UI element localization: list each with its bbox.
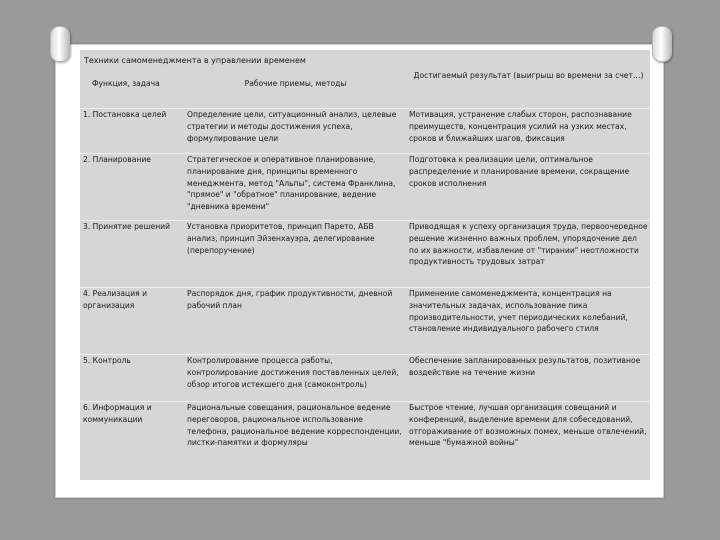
time-management-table (80, 68, 650, 462)
binder-pin-left-icon (50, 26, 70, 62)
table-row (80, 288, 650, 355)
slide-content (80, 50, 650, 480)
cell-function: 6. Информация и коммуникации (83, 403, 152, 424)
cell-methods: Распорядок дня, график продуктивности, дневной рабочий план (184, 288, 406, 355)
cell-function: 1. Постановка целей (80, 109, 184, 154)
header-methods: Рабочие приемы, методы (184, 68, 406, 109)
table-row (80, 109, 650, 154)
cell-function: 5. Контроль (80, 355, 184, 402)
table-row (80, 402, 650, 463)
cell-function: 4. Реализация и организация (80, 288, 184, 355)
header-result: Достигаемый результат (выигрыш во времени за счет…) (406, 68, 650, 109)
table-title: Техники самоменеджмента в управлении временем (84, 56, 306, 65)
cell-result: Быстрое чтение, лучшая организация совещаний и конференций, выделение времени для собеседований, отгораживание от возможных помех, меньше отвлечений, меньше "бумажной войны" (409, 403, 647, 448)
cell-result: Мотивация, устранение слабых сторон, распознавание преимуществ, концентрация усилий на узких местах, сроков и ближайших шагов, фиксация (406, 109, 650, 154)
binder-pin-right-icon (652, 26, 672, 62)
cell-function: 2. Планирование (80, 154, 184, 221)
cell-result: Приводящая к успеху организация труда, первоочередное решение жизненно важных проблем, упорядочение дел по их важности, избавление от "тирании" неотложности продуктивность трудовых затрат (406, 221, 650, 288)
cell-methods: Установка приоритетов, принцип Парето, АБВ анализ, принцип Эйзенхауэра, делегирование (перепоручение) (184, 221, 406, 288)
cell-methods: Стратегическое и оперативное планирование, планирование дня, принципы временного менеджмента, метод "Альпы", система Франклина, "прямое" и "обратное" планирование, ведение "дневника времени" (184, 154, 406, 221)
cell-methods: Контролирование процесса работы, контролирование достижения поставленных целей, обзор итогов истекшего дня (самоконтроль) (184, 355, 406, 402)
table-row (80, 154, 650, 221)
cell-methods: Определение цели, ситуационный анализ, целевые стратегии и методы достижения успеха, формулирование цели (184, 109, 406, 154)
header-function: Функция, задача (80, 68, 184, 109)
table-row (80, 221, 650, 288)
table-header-row (80, 68, 650, 109)
cell-result: Обеспечение запланированных результатов, позитивное воздействие на течение жизни (406, 355, 650, 402)
cell-function: 3. Принятие решений (80, 221, 184, 288)
cell-result: Подготовка к реализации цели, оптимальное распределение и планирование времени, сокращение сроков исполнения (406, 154, 650, 221)
cell-result: Применение самоменеджмента, концентрация на значительных задачах, использование пика производительности, учет периодических колебаний, становление индивидуального рабочего стиля (406, 288, 650, 355)
cell-methods: Рациональные совещания, рациональное ведение переговоров, рациональное использование телефона, рациональное ведение корреспонденции, листки-памятки и формуляры (187, 403, 402, 448)
table-row (80, 355, 650, 402)
